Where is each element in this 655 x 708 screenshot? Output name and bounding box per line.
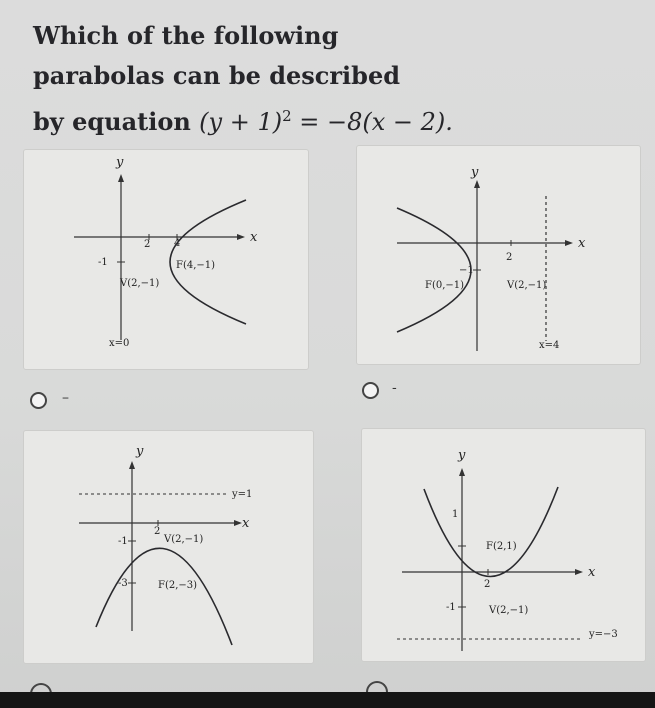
- option-d-graph-card[interactable]: [361, 428, 646, 662]
- x-axis-label: x: [250, 230, 258, 245]
- option-b-graph: [357, 146, 640, 364]
- tick-label-neg1: −1: [459, 265, 474, 276]
- vertex-label: V(2,−1): [489, 605, 529, 616]
- x-axis-label: x: [578, 236, 586, 251]
- y-axis-arrow: [474, 180, 480, 188]
- tick-label-4: 4: [174, 238, 181, 249]
- parabola-curve: [424, 487, 558, 577]
- directrix-label: y=−3: [589, 629, 618, 640]
- tick-label-neg3: -3: [118, 578, 128, 589]
- tick-label-2: 2: [484, 579, 491, 590]
- focus-label: F(4,−1): [176, 260, 216, 271]
- x-axis-label: x: [242, 516, 250, 531]
- option-d-graph: [362, 429, 645, 661]
- focus-label: F(0,−1): [425, 280, 465, 291]
- y-axis-arrow: [129, 461, 135, 469]
- focus-label: F(2,1): [486, 541, 517, 552]
- tick-label-neg1: -1: [98, 257, 108, 268]
- tick-label-2: 2: [154, 526, 161, 537]
- y-axis-arrow: [459, 468, 465, 476]
- question-line-3: [33, 96, 633, 142]
- directrix-label: y=1: [232, 489, 253, 500]
- x-axis-arrow: [234, 520, 242, 526]
- y-axis-label: y: [116, 155, 124, 170]
- option-a-radio[interactable]: [30, 392, 47, 409]
- option-b-label: -: [392, 380, 397, 396]
- equation: [199, 108, 453, 136]
- directrix-label: x=0: [109, 338, 130, 349]
- option-a-graph-card[interactable]: [23, 149, 309, 370]
- tick-label-neg1: -1: [446, 602, 456, 613]
- tick-label-2: 2: [506, 252, 513, 263]
- option-b-graph-card[interactable]: [356, 145, 641, 365]
- parabola-curve: [96, 548, 232, 645]
- question-line-3-prefix: by equation: [33, 107, 200, 136]
- x-axis-arrow: [575, 569, 583, 575]
- y-axis-label: y: [471, 165, 479, 180]
- option-c-graph: [24, 431, 313, 663]
- y-axis-label: y: [136, 444, 144, 459]
- directrix-label: x=4: [539, 340, 560, 351]
- equation-exponent: 2: [282, 107, 292, 125]
- focus-label: F(2,−3): [158, 580, 198, 591]
- bottom-bar: [0, 692, 655, 708]
- y-axis-arrow: [118, 174, 124, 182]
- question-text: [33, 16, 633, 142]
- equation-lhs: (y + 1): [199, 108, 283, 136]
- x-axis-label: x: [588, 565, 596, 580]
- vertex-label: V(2,−1): [507, 280, 547, 291]
- vertex-label: V(2,−1): [164, 534, 204, 545]
- question-line-1: Which of the following: [33, 21, 339, 50]
- y-axis-label: y: [458, 448, 466, 463]
- tick-label-2: 2: [144, 239, 151, 250]
- question-line-2: parabolas can be described: [33, 61, 400, 90]
- option-b-radio[interactable]: [362, 382, 379, 399]
- x-axis-arrow: [565, 240, 573, 246]
- vertex-label: V(2,−1): [120, 278, 160, 289]
- tick-label-neg1: -1: [118, 536, 128, 547]
- option-a-label: –: [62, 390, 69, 406]
- equation-rhs: = −8(x − 2).: [291, 108, 453, 136]
- tick-label-1: 1: [452, 509, 459, 520]
- option-a-graph: [24, 150, 308, 369]
- option-c-graph-card[interactable]: [23, 430, 314, 664]
- x-axis-arrow: [237, 234, 245, 240]
